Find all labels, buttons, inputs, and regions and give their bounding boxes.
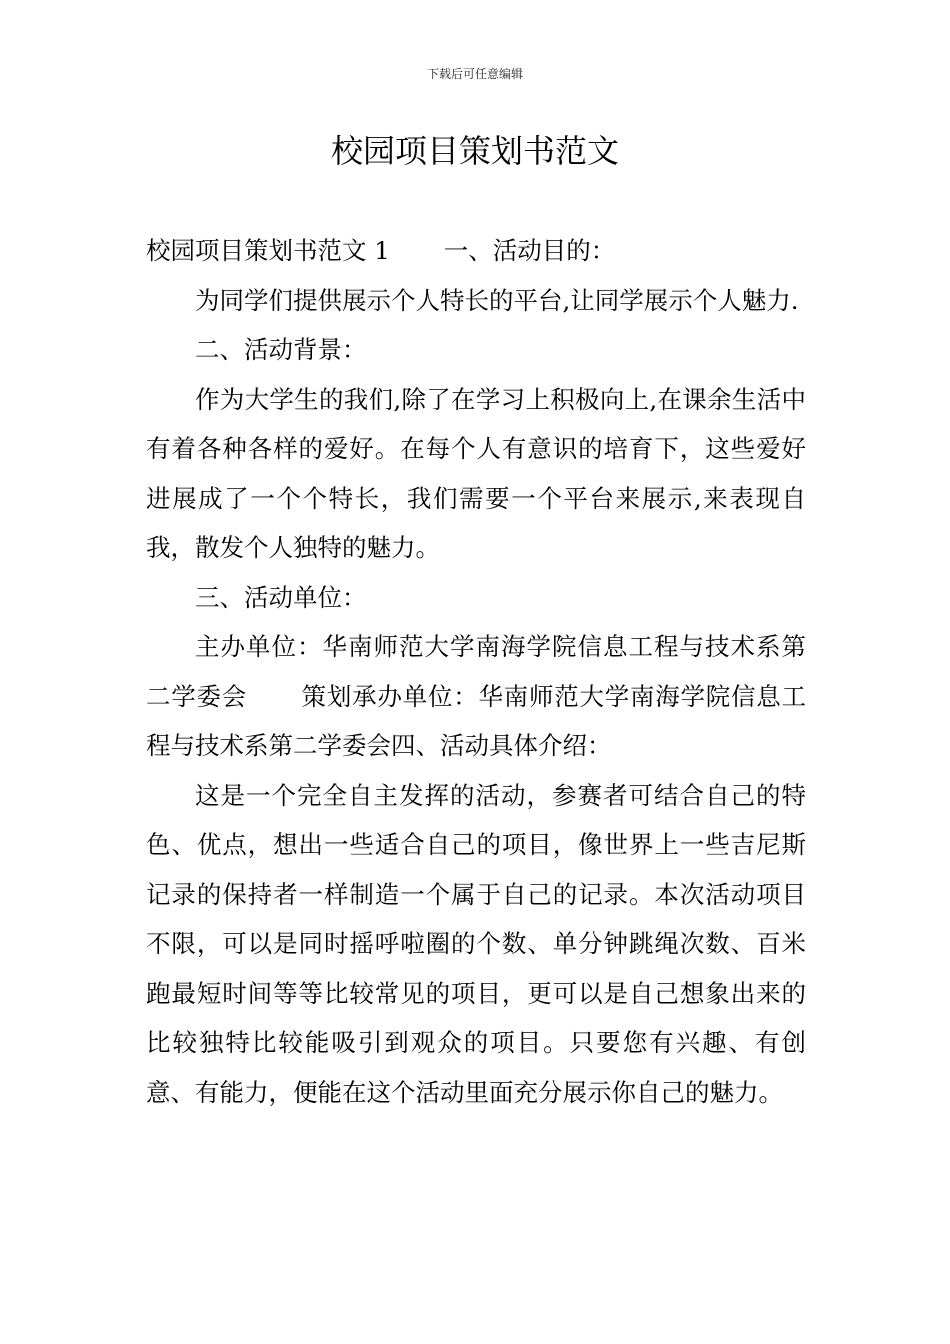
paragraph-background: 作为大学生的我们,除了在学习上积极向上,在课余生活中有着各种各样的爱好。在每个人有意识的培育下，这些爱好进展成了一个个特长，我们需要一个平台来展示,来表现自我，散发个人独特的魅力。 [146,384,806,562]
header-note: 下载后可任意编辑 [426,67,523,81]
heading-background: 二、活动背景： [195,335,367,364]
document-body [146,226,806,1117]
document-title: 校园项目策划书范文 [330,132,619,170]
intro-doc-name: 校园项目策划书范文 1 [146,236,390,265]
intro-line [146,226,806,276]
heading-units: 三、活动单位： [195,582,367,612]
heading-purpose: 一、活动目的： [443,236,616,265]
host-unit: 主办单位：华南师范大学南海学院信息工程与技术系第二学委会 [146,632,806,711]
paragraph-purpose: 为同学们提供展示个人特长的平台,让同学展示个人魅力. [195,285,799,315]
paragraph-units [146,622,806,771]
paragraph-details: 这是一个完全自主发挥的活动，参赛者可结合自己的特色、优点，想出一些适合自己的项目，像世界上一些吉尼斯记录的保持者一样制造一个属于自己的记录。本次活动项目不限，可以是同时摇呼啦圈的个数、单分钟跳绳次数、百米跑最短时间等等比较常见的项目，更可以是自己想象出来的比较独特比较能吸引到观众的项目。只要您有兴趣、有创意、有能力，便能在这个活动里面充分展示你自己的魅力。 [146,780,806,1107]
organizer-unit: 策划承办单位：华南师范大学南海学院信息工程与技术系第二学委会四、活动具体介绍： [146,681,807,760]
